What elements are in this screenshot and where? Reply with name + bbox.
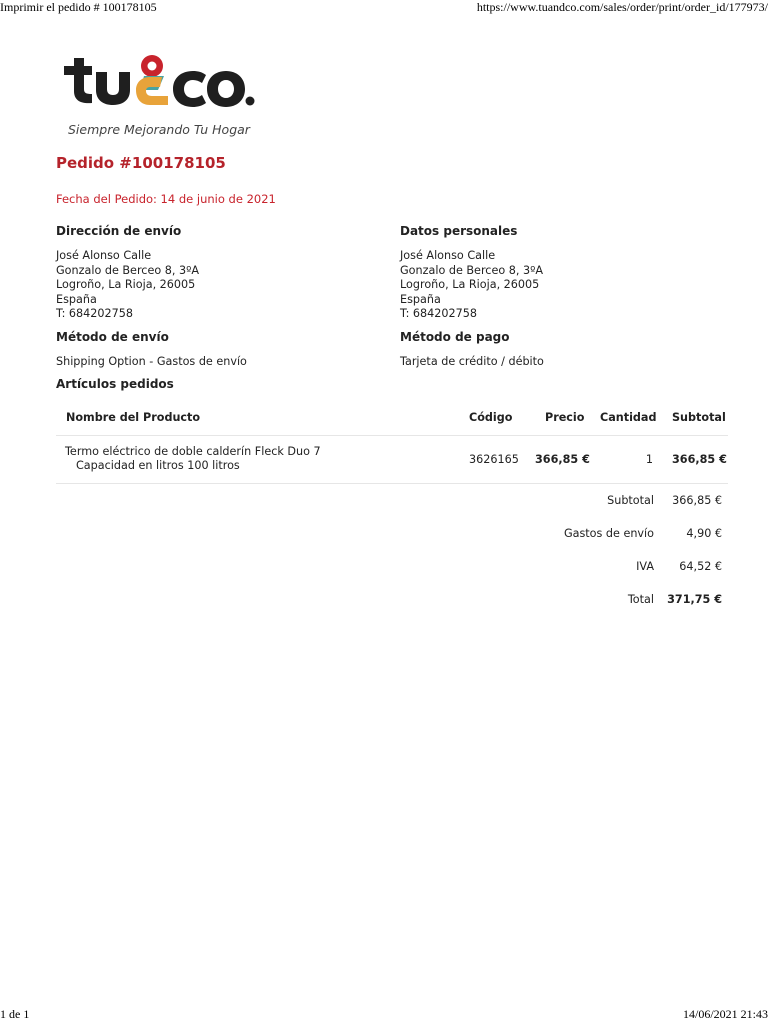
product-subtotal: 366,85 € xyxy=(672,453,727,466)
shipping-address-line: Gonzalo de Berceo 8, 3ºA xyxy=(56,263,200,277)
shipping-method-value: Shipping Option - Gastos de envío xyxy=(56,355,247,368)
table-divider xyxy=(56,435,728,436)
tuandco-logo-icon xyxy=(56,48,256,118)
brand-tagline: Siempre Mejorando Tu Hogar xyxy=(68,122,250,137)
totals-shipping-label: Gastos de envío xyxy=(563,527,654,540)
column-header-code: Código xyxy=(469,411,513,424)
product-qty: 1 xyxy=(645,453,653,466)
personal-data-title: Datos personales xyxy=(400,224,518,238)
payment-method-title: Método de pago xyxy=(400,330,510,344)
shipping-address-line: José Alonso Calle xyxy=(56,249,152,262)
totals-grand-value: 371,75 € xyxy=(667,593,722,606)
personal-data-block xyxy=(400,249,543,322)
totals-shipping-value: 4,90 € xyxy=(686,527,722,540)
personal-data-line: España xyxy=(400,292,441,306)
print-datetime: 14/06/2021 21:43 xyxy=(682,1007,768,1021)
product-name: Termo eléctrico de doble calderín Fleck Duo 7 xyxy=(65,445,321,458)
personal-data-line: T: 684202758 xyxy=(400,307,477,321)
ordered-items-title: Artículos pedidos xyxy=(56,377,174,391)
order-title: Pedido #100178105 xyxy=(56,154,226,172)
personal-data-line: Gonzalo de Berceo 8, 3ºA xyxy=(400,263,544,277)
shipping-address-line: T: 684202758 xyxy=(56,307,133,321)
totals-subtotal-value: 366,85 € xyxy=(672,494,722,507)
shipping-method-title: Método de envío xyxy=(56,330,169,344)
print-page-number: 1 de 1 xyxy=(0,1007,30,1021)
totals-grand-label: Total xyxy=(627,593,654,606)
totals-tax-label: IVA xyxy=(636,560,654,573)
totals-subtotal-label: Subtotal xyxy=(607,494,654,507)
print-page-url: https://www.tuandco.com/sales/order/print/order_id/177973/ xyxy=(476,0,768,14)
print-footer xyxy=(0,1006,768,1024)
column-header-name: Nombre del Producto xyxy=(66,411,201,424)
shipping-address-line: Logroño, La Rioja, 26005 xyxy=(56,278,196,292)
personal-data-line: José Alonso Calle xyxy=(400,249,496,262)
column-header-subtotal: Subtotal xyxy=(672,411,726,424)
table-divider xyxy=(56,483,728,484)
print-page-title: Imprimir el pedido # 100178105 xyxy=(0,0,157,14)
shipping-address-line: España xyxy=(56,292,97,306)
shipping-address-block xyxy=(56,249,199,322)
product-option: Capacidad en litros 100 litros xyxy=(76,459,240,472)
totals-tax-value: 64,52 € xyxy=(679,560,722,573)
shipping-address-title: Dirección de envío xyxy=(56,224,182,238)
brand-logo xyxy=(56,48,286,143)
product-price: 366,85 € xyxy=(535,453,590,466)
payment-method-value: Tarjeta de crédito / débito xyxy=(400,355,544,368)
order-date: Fecha del Pedido: 14 de junio de 2021 xyxy=(56,192,276,206)
column-header-qty: Cantidad xyxy=(600,411,657,424)
personal-data-line: Logroño, La Rioja, 26005 xyxy=(400,278,540,292)
product-code: 3626165 xyxy=(469,453,519,466)
column-header-price: Precio xyxy=(545,411,585,424)
print-header xyxy=(0,0,768,16)
